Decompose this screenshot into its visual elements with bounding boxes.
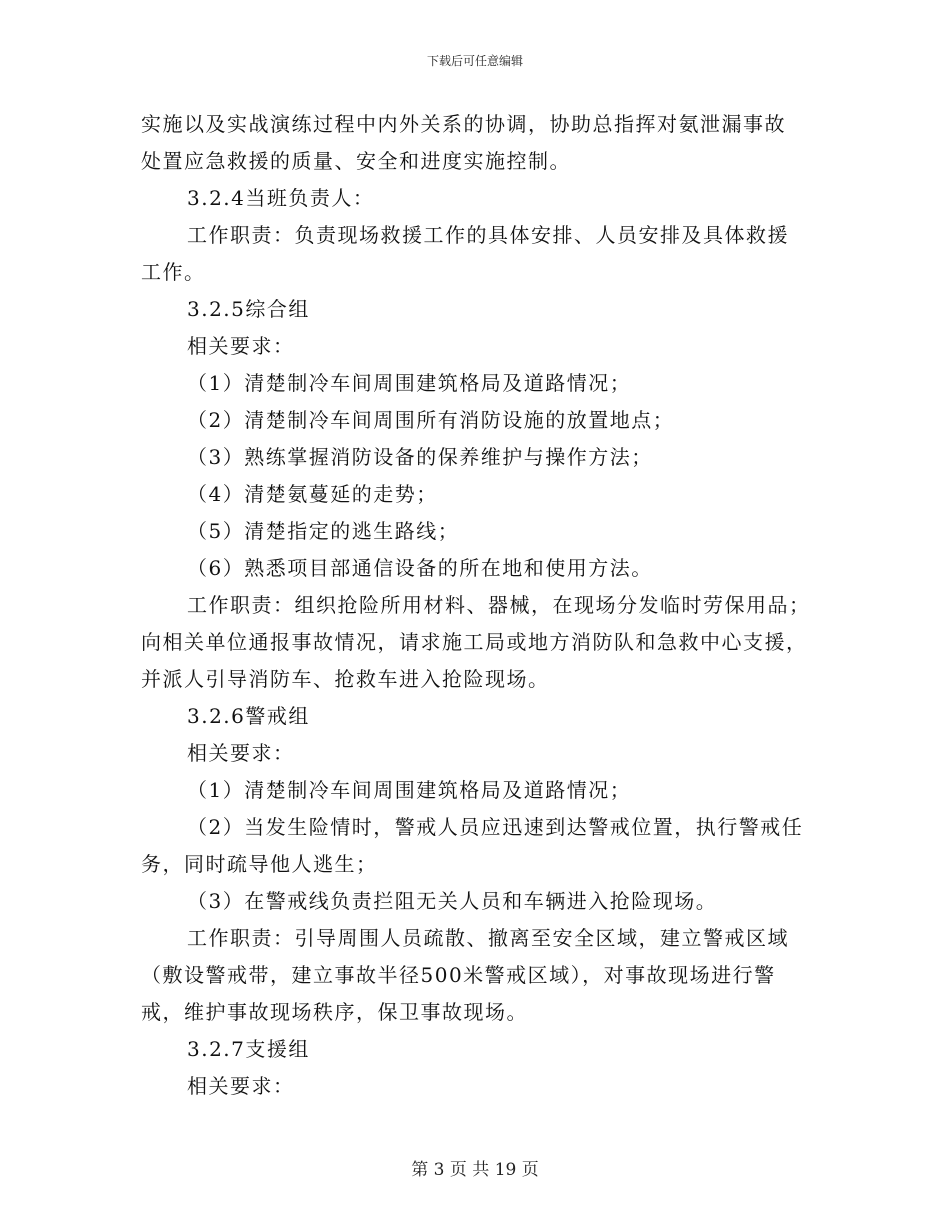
document-body bbox=[141, 106, 811, 1105]
text-line: 相关要求： bbox=[187, 741, 295, 765]
list-item: （1）清楚制冷车间周围建筑格局及道路情况； bbox=[187, 778, 632, 802]
section-heading: 3.2.5综合组 bbox=[187, 297, 310, 321]
text-line: 工作职责：负责现场救援工作的具体安排、人员安排及具体救援 bbox=[187, 223, 789, 247]
text-line: （敷设警戒带，建立事故半径500米警戒区域），对事故现场进行警 bbox=[141, 963, 776, 987]
section-heading: 3.2.7支援组 bbox=[187, 1037, 310, 1061]
list-item: （1）清楚制冷车间周围建筑格局及道路情况； bbox=[187, 371, 632, 395]
list-item: （3）在警戒线负责拦阻无关人员和车辆进入抢险现场。 bbox=[187, 889, 718, 913]
text-line: 并派人引导消防车、抢救车进入抢险现场。 bbox=[141, 667, 550, 691]
text-line: 处置应急救援的质量、安全和进度实施控制。 bbox=[141, 149, 571, 173]
text-line: 务，同时疏导他人逃生； bbox=[141, 852, 378, 876]
page-header-note: 下载后可任意编辑 bbox=[426, 54, 523, 68]
text-line: 相关要求： bbox=[187, 334, 295, 358]
list-item: （6）熟悉项目部通信设备的所在地和使用方法。 bbox=[187, 556, 653, 580]
list-item: （3）熟练掌握消防设备的保养维护与操作方法； bbox=[187, 445, 653, 469]
list-item: （2）清楚制冷车间周围所有消防设施的放置地点； bbox=[187, 408, 675, 432]
page-number: 第 3 页 共 19 页 bbox=[411, 1160, 539, 1180]
text-line: 工作职责：引导周围人员疏散、撤离至安全区域，建立警戒区域 bbox=[187, 926, 789, 950]
section-heading: 3.2.4当班负责人： bbox=[187, 186, 375, 210]
text-line: 相关要求： bbox=[187, 1074, 295, 1098]
section-heading: 3.2.6警戒组 bbox=[187, 704, 310, 728]
list-item: （5）清楚指定的逃生路线； bbox=[187, 519, 460, 543]
text-line: 工作职责：组织抢险所用材料、器械，在现场分发临时劳保用品； bbox=[187, 593, 811, 617]
list-item: （2）当发生险情时，警戒人员应迅速到达警戒位置，执行警戒任 bbox=[187, 815, 804, 839]
text-line: 戒，维护事故现场秩序，保卫事故现场。 bbox=[141, 1000, 528, 1024]
list-item: （4）清楚氨蔓延的走势； bbox=[187, 482, 438, 506]
text-line: 实施以及实战演练过程中内外关系的协调，协助总指挥对氨泄漏事故 bbox=[141, 112, 786, 136]
text-line: 向相关单位通报事故情况，请求施工局或地方消防队和急救中心支援， bbox=[141, 630, 808, 654]
text-line: 工作。 bbox=[141, 260, 206, 284]
